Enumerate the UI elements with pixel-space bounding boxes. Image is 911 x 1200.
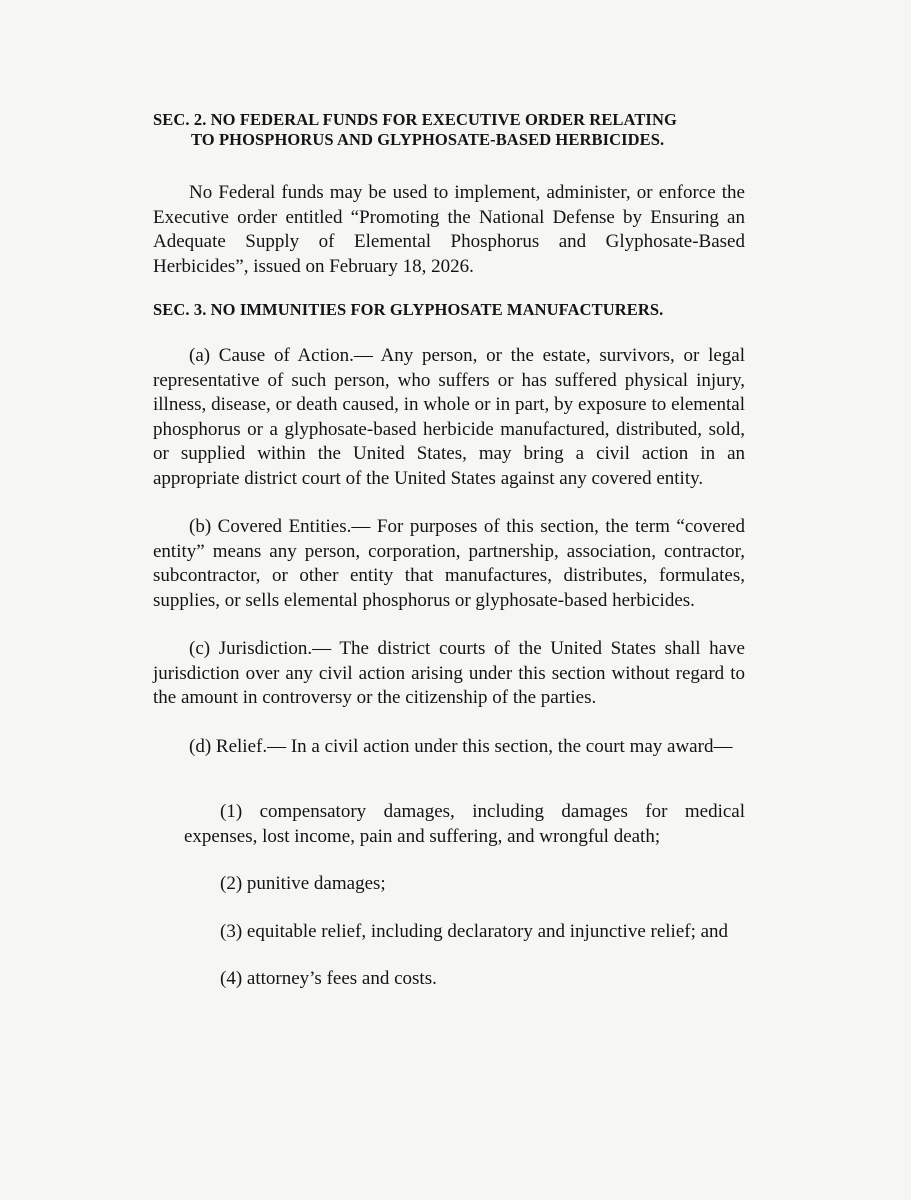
sec2-paragraph: No Federal funds may be used to implement, administer, or enforce the Executive order entitled “Promoting the National Defense by Ensuring an Adequate Supply of Elemental Phosphorus and Glyphosate-Based Herbicides”, issued on February 18, 2026. [153,182,745,277]
paragraph-d4: (4) attorney’s fees and costs. [220,968,437,989]
paragraph-d3: (3) equitable relief, including declaratory and injunctive relief; and [220,920,729,942]
sec2-heading [153,110,753,150]
subsection-c: (c) Jurisdiction.— The district courts of the United States shall have jurisdiction over any civil action arising under this section without regard to the amount in controversy or the citizenship of the parties. [153,638,745,708]
paragraph-d1: (1) compensatory damages, including damages for medical expenses, lost income, pain and suffering, and wrongful death; [184,801,745,847]
subsection-a: (a) Cause of Action.— Any person, or the estate, survivors, or legal representative of such person, who suffers or has suffered physical injury, illness, disease, or death caused, in whole or in part, by exposure to elemental phosphorus or a glyphosate-based herbicide manufactured, distributed, sold, or supplied within the United States, may bring a civil action in an appropriate district court of the United States against any covered entity. [153,345,745,489]
sec3-heading: SEC. 3. NO IMMUNITIES FOR GLYPHOSATE MANUFACTURERS. [153,300,664,319]
subsection-b: (b) Covered Entities.— For purposes of this section, the term “covered entity” means any person, corporation, partnership, association, contractor, subcontractor, or other entity that manufactures, distributes, formulates, supplies, or sells elemental phosphorus or glyphosate-based herbicides. [153,516,745,611]
sec2-heading-line1: SEC. 2. NO FEDERAL FUNDS FOR EXECUTIVE ORDER RELATING [153,110,677,129]
subsection-d: (d) Relief.— In a civil action under this section, the court may award— [189,735,733,757]
sec2-heading-line2: TO PHOSPHORUS AND GLYPHOSATE-BASED HERBICIDES. [191,130,665,149]
paragraph-d2: (2) punitive damages; [220,873,386,894]
